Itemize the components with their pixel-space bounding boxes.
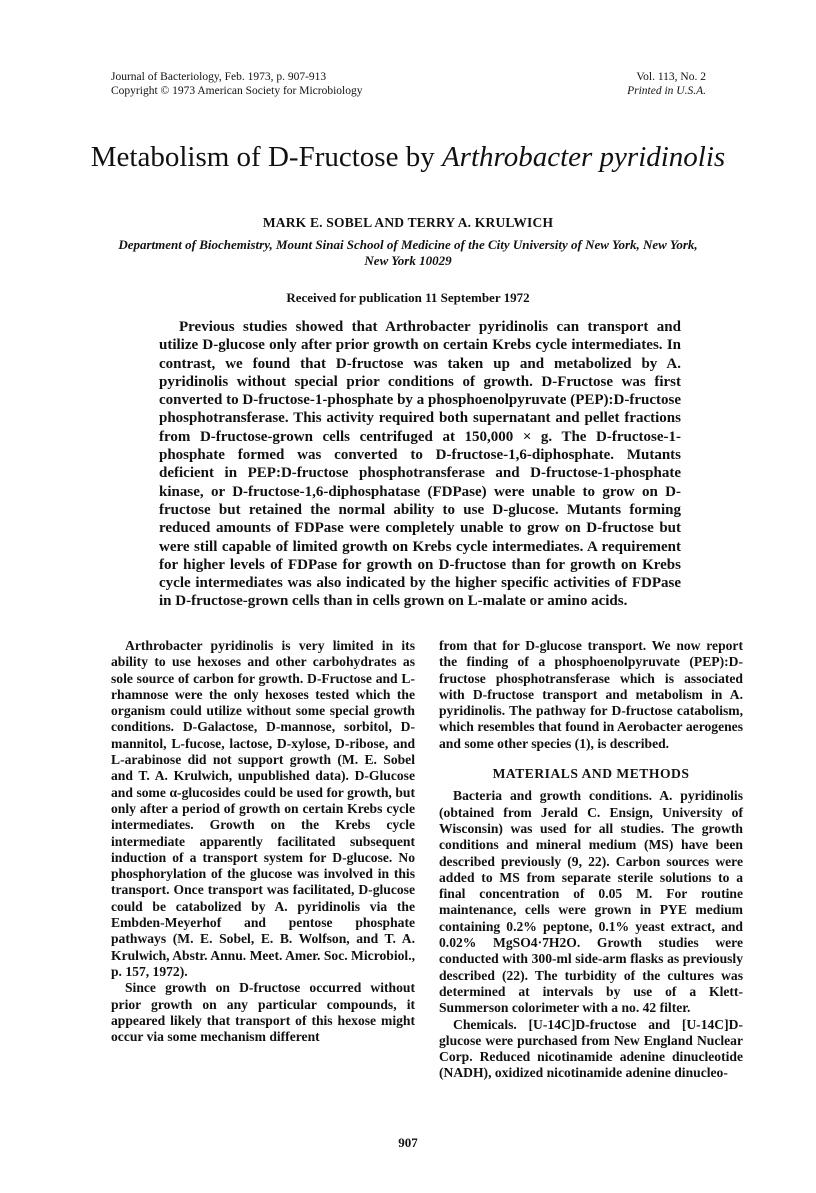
received-date: Received for publication 11 September 1972 (286, 290, 530, 305)
volume-header (627, 70, 706, 98)
authors: MARK E. SOBEL AND TERRY A. KRULWICH (262, 215, 554, 230)
printed-line: Printed in U.S.A. (627, 85, 706, 97)
article-title (60, 138, 756, 176)
journal-citation: Journal of Bacteriology, Feb. 1973, p. 907-913 (111, 71, 327, 83)
methods-paragraph-2 (439, 1017, 743, 1082)
methods-lead-1: Bacteria and growth conditions. (453, 788, 653, 804)
methods-text-2: [U-14C]D-fructose and [U-14C]D-glucose were purchased from New England Nuclear Corp. Reduced nicotinamide adenine dinucleotide (NADH), oxidized nicotinamide adenine dinucleo- (439, 1016, 743, 1081)
affiliation: Department of Biochemistry, Mount Sinai School of Medicine of the City University of New York, New York, New York 10029 (118, 237, 698, 268)
abstract (159, 318, 681, 611)
methods-lead-2: Chemicals. (453, 1016, 517, 1032)
methods-paragraph-1 (439, 788, 743, 1016)
section-heading: MATERIALS AND METHODS (492, 766, 690, 782)
page-number: 907 (398, 1135, 418, 1150)
methods-text-1: A. pyridinolis (obtained from Jerald C. Ensign, University of Wisconsin) was used for all studies. The growth conditions and mineral medium (MS) have been described previously (9, 22). Carbon sources were added to MS from separate sterile solutions to a final concentration of 0.05 M. For routine maintenance, cells were grown in PYE medium containing 0.2% peptone, 0.1% yeast extract, and 0.02% MgSO4·7H2O. Growth studies were conducted with 300-ml side-arm flasks as previously described (22). The turbidity of the cultures was determined at intervals by use of a Klett-Summerson colorimeter with a no. 42 filter. (439, 788, 744, 1016)
volume-line: Vol. 113, No. 2 (636, 71, 706, 83)
journal-header (111, 70, 362, 98)
left-column (111, 638, 415, 1045)
intro-paragraph-1: Arthrobacter pyridinolis is very limited in its ability to use hexoses and other carbohydrates as sole source of carbon for growth. D-Fructose and L-rhamnose were the only hexoses tested which the organism could utilize without some special growth conditions. D-Galactose, D-mannose, sorbitol, D-mannitol, L-fucose, lactose, D-xylose, D-ribose, and L-arabinose did not support growth (M. E. Sobel and T. A. Krulwich, unpublished data). D-Glucose and some α-glucosides could be used for growth, but only after a period of growth on certain Krebs cycle intermediates. Growth on the Krebs cycle intermediate apparently facilitated subsequent induction of a transport system for D-glucose. No phosphorylation of the glucose was involved in this transport. Once transport was facilitated, D-glucose could be catabolized by A. pyridinolis via the Embden-Meyerhof and pentose phosphate pathways (M. E. Sobel, E. B. Wolfson, and T. A. Krulwich, Abstr. Annu. Meet. Amer. Soc. Microbiol., p. 157, 1972). (111, 638, 415, 979)
copyright-line: Copyright © 1973 American Society for Microbiology (111, 85, 363, 97)
intro-paragraph-3: from that for D-glucose transport. We now report the finding of a phosphoenolpyruvate (PEP):D-fructose phosphotransferase which is associated with D-fructose transport and metabolism in A. pyridinolis. The pathway for D-fructose catabolism, which resembles that found in Aerobacter aerogenes and some other species (1), is described. (439, 638, 743, 751)
title-prefix: Metabolism of D-Fructose by (90, 141, 442, 173)
abstract-text: Previous studies showed that Arthrobacter pyridinolis can transport and utilize D-glucose only after prior growth on certain Krebs cycle intermediates. In contrast, we found that D-fructose was taken up and metabolized by A. pyridinolis without special prior conditions of growth. D-Fructose was first converted to D-fructose-1-phosphate by a phosphoenolpyruvate (PEP):D-fructose phosphotransferase. This activity required both supernatant and pellet fractions from D-fructose-grown cells centrifuged at 150,000 × g. The D-fructose-1-phosphate formed was converted to D-fructose-1,6-diphosphate. Mutants deficient in PEP:D-fructose phosphotransferase and D-fructose-1-phosphate kinase, or D-fructose-1,6-diphosphatase (FDPase) were unable to grow on D-fructose but retained the normal ability to use D-glucose. Mutants forming reduced amounts of FDPase were completely unable to grow on D-fructose but were still capable of limited growth on Krebs cycle intermediates. A requirement for higher levels of FDPase for growth on D-fructose than for growth on Krebs cycle intermediates was also indicated by the higher specific activities of FDPase in D-fructose-grown cells than in cells grown on L-malate or amino acids. (159, 319, 681, 610)
right-column (439, 638, 743, 1082)
intro-paragraph-2: Since growth on D-fructose occurred without prior growth on any particular compounds, it appeared likely that transport of this hexose might occur via some mechanism different (111, 980, 415, 1045)
title-organism: Arthrobacter pyridinolis (441, 141, 726, 173)
